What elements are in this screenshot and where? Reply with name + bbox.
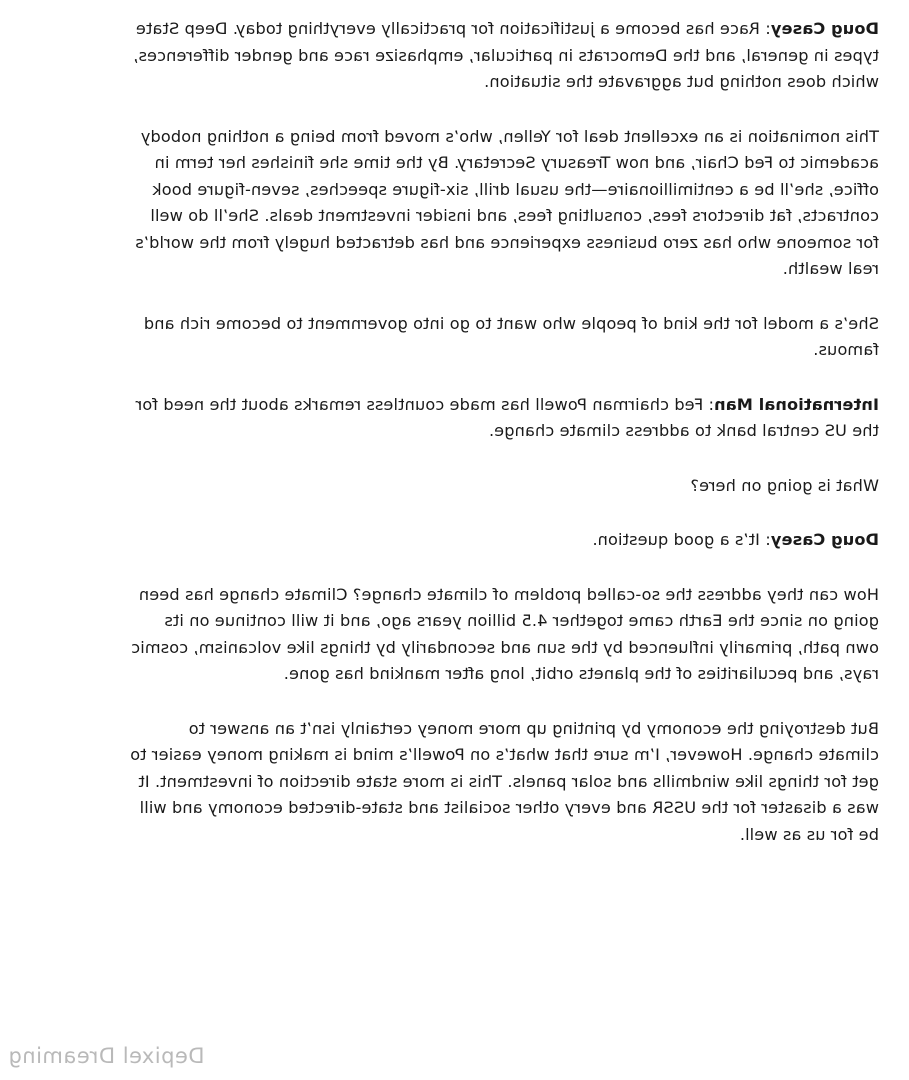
paragraph-7: How can they address the so-called problem of climate change? Climate change has been going on since the Earth came together 4.5 billion years ago, and it will continue on its own path, primarily influenced by the sun and secondarily by things like volcanism, cosmic rays, and peculiarities of the planets orbit, long after mankind has gone.: [131, 584, 879, 683]
paragraph-1: [129, 16, 879, 96]
watermark: Depixel Dreaming: [8, 1044, 205, 1068]
paragraph-2: This nomination is an excellent deal for Yellen, who’s moved from being a nothing nobody academic to Fed Chair, and now Treasury Secretary. By the time she finishes her term in office, she’ll be a centimillionaire—the usual drill, six-figure speeches, seven-figure book contracts, fat directors fees, consulting fees, and insider investment deals. She’ll do well for someone who has zero business experience and has detracted hugely from the world’s real wealth.: [135, 126, 879, 278]
paragraph-8: But destroying the economy by printing up more money certainly isn’t an answer to climate change. However, I’m sure that what’s on Powell’s mind is making money easier to get for things like windmills and solar panels. This is more state direction of investment. It was a disaster for the USSR and every other socialist and state-directed economy and will be for us as well.: [130, 718, 879, 844]
paragraph-4: [129, 392, 879, 445]
interview-article: [129, 16, 879, 876]
paragraph-text: : Fed chairman Powell has made countless remarks about the need for the US central bank to address climate change.: [135, 394, 879, 440]
paragraph-text: : It’s a good question.: [592, 530, 771, 549]
speaker-name: Doug Casey: [770, 19, 879, 38]
paragraph-text: : Race has become a justification for practically everything today. Deep State types in general, and the Democrats in particular, emphasize race and gender differences, which does nothing but aggravate the situation.: [133, 19, 879, 91]
paragraph-5: What is going on here?: [690, 475, 879, 495]
paragraph-3: She’s a model for the kind of people who want to go into government to become rich and famous.: [143, 313, 879, 359]
speaker-name: Doug Casey: [770, 530, 879, 549]
speaker-name: International Man: [714, 394, 879, 414]
paragraph-6: [129, 527, 879, 554]
